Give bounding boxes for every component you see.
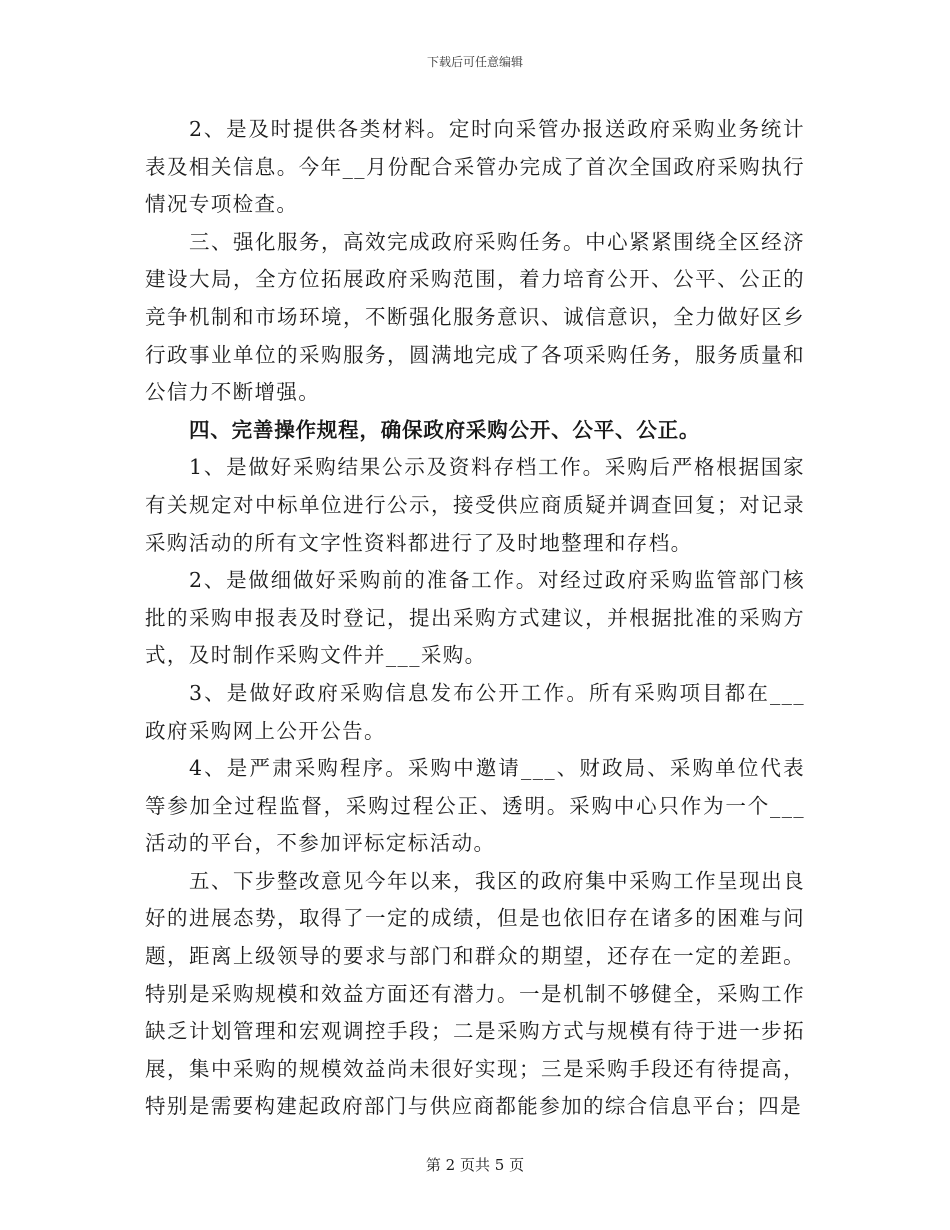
document-body bbox=[145, 111, 805, 1126]
section-heading-procedures: 四、完善操作规程，确保政府采购公开、公平、公正。 bbox=[189, 417, 701, 442]
paragraph-information-release: 3、是做好政府采购信息发布公开工作。所有采购项目都在___政府采购网上公开公告。 bbox=[145, 680, 805, 743]
paragraph-result-publicity: 1、是做好采购结果公示及资料存档工作。采购后严格根据国家有关规定对中标单位进行公示，接受供应商质疑并调查回复；对记录采购活动的所有文字性资料都进行了及时地整理和存档。 bbox=[145, 455, 805, 555]
paragraph-procedure: 4、是严肃采购程序。采购中邀请___、财政局、采购单位代表等参加全过程监督，采购过程公正、透明。采购中心只作为一个___活动的平台，不参加评标定标活动。 bbox=[145, 756, 805, 856]
page-number-footer: 第 2 页共 5 页 bbox=[425, 1156, 525, 1174]
page-header: 下载后可任意编辑 bbox=[426, 55, 523, 69]
paragraph-strengthen-service: 三、强化服务，高效完成政府采购任务。中心紧紧围绕全区经济建设大局，全方位拓展政府采购范围，着力培育公开、公平、公正的竞争机制和市场环境，不断强化服务意识、诚信意识，全力做好区乡行政事业单位的采购服务，圆满地完成了各项采购任务，服务质量和公信力不断增强。 bbox=[145, 229, 805, 405]
paragraph-rectification: 五、下步整改意见今年以来，我区的政府集中采购工作呈现出良好的进展态势，取得了一定的成绩，但是也依旧存在诸多的困难与问题，距离上级领导的要求与部门和群众的期望，还存在一定的差距。特别是采购规模和效益方面还有潜力。一是机制不够健全，采购工作缺乏计划管理和宏观调控手段；二是采购方式与规模有待于进一步拓展，集中采购的规模效益尚未很好实现；三是采购手段还有待提高，特别是需要构建起政府部门与供应商都能参加的综合信息平台；四是 bbox=[145, 868, 805, 1119]
paragraph-materials: 2、是及时提供各类材料。定时向采管办报送政府采购业务统计表及相关信息。今年__月份配合采管办完成了首次全国政府采购执行情况专项检查。 bbox=[145, 117, 805, 217]
paragraph-preparation: 2、是做细做好采购前的准备工作。对经过政府采购监管部门核批的采购申报表及时登记，提出采购方式建议，并根据批准的采购方式，及时制作采购文件并___采购。 bbox=[145, 568, 805, 668]
